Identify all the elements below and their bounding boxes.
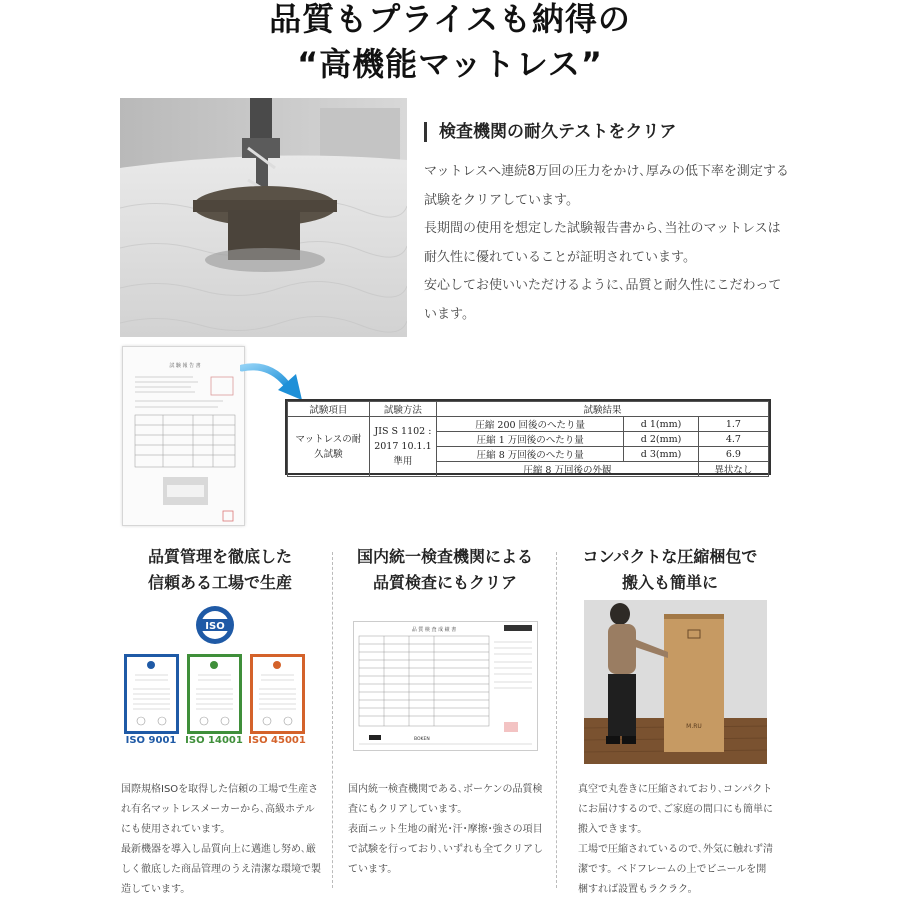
column-title-line: 国内統一検査機関による — [356, 547, 533, 566]
table-cell-label: 圧縮 200 回後のへたり量 — [437, 417, 624, 432]
column-paragraph: 国内統一検査機関である､ボーケンの品質検査にもクリアしています。 — [348, 784, 543, 815]
column-title-inspection — [345, 544, 545, 596]
table-header: 試験方法 — [369, 402, 436, 417]
table-cell-value: 6.9 — [698, 447, 768, 462]
durability-paragraph: マットレスへ連続8万回の圧力をかけ､厚みの低下率を測定する試験をクリアしています。 — [424, 164, 789, 208]
column-title-factory — [120, 544, 320, 596]
test-report-document — [122, 346, 245, 526]
iso-14001-certificate — [187, 654, 242, 734]
table-cell-value: 1.7 — [698, 417, 768, 432]
column-paragraph: 工場で圧縮されているので､外気に触れず清潔です。ベドフレームの上でビニールを開梱すれば設置もラクラク。 — [578, 844, 773, 895]
durability-paragraph: 安心してお使いいただけるように､品質と耐久性にこだわっています。 — [424, 278, 782, 322]
iso-9001-label: ISO 9001 — [125, 735, 177, 746]
table-cell-symbol: d 3(mm) — [624, 447, 698, 462]
durability-body — [424, 158, 789, 329]
inspection-report-document — [353, 621, 538, 751]
column-body-packaging — [578, 780, 776, 900]
table-cell-symbol: d 1(mm) — [624, 417, 698, 432]
column-divider — [556, 552, 557, 888]
test-results-table — [285, 399, 771, 475]
compressed-package-photo — [584, 600, 767, 764]
iso-45001-label: ISO 45001 — [248, 735, 306, 746]
durability-title: 検査機関の耐久テストをクリア — [424, 122, 676, 142]
iso-45001-certificate — [250, 654, 305, 734]
column-paragraph: 真空で丸巻きに圧縮されており､コンパクトにお届けするので､ご家庭の間口にも簡単に搬入できます。 — [578, 784, 773, 835]
headline-line1: 品質もプライスも納得の — [269, 0, 631, 38]
table-header: 試験項目 — [288, 402, 370, 417]
report-doc-title: 試 験 報 告 書 — [169, 363, 201, 369]
iso-logo-icon — [195, 605, 235, 645]
column-title-line: 品質検査にもクリア — [372, 573, 517, 592]
headline-line2: “高機能マットレス” — [297, 45, 603, 83]
table-cell-label: 圧縮 8 万回後のへたり量 — [437, 447, 624, 462]
iso-logo-text: ISO — [205, 621, 225, 632]
column-title-line: コンパクトな圧縮梱包で — [582, 547, 758, 566]
column-paragraph: 国際規格ISOを取得した信頼の工場で生産され有名マットレスメーカーから､高級ホテルにも使用されています。 — [121, 784, 319, 835]
table-cell-label: 圧縮 1 万回後のへたり量 — [437, 432, 624, 447]
box-label: M.RU — [686, 723, 702, 730]
inspection-doc-title: 品 質 検 査 成 績 書 — [411, 627, 457, 633]
table-cell-appearance-label: 圧縮 8 万回後の外観 — [437, 462, 699, 477]
durability-paragraph: 長期間の使用を想定した試験報告書から､当社のマットレスは耐久性に優れていることが証明されています。 — [424, 221, 781, 265]
column-title-line: 搬入も簡単に — [621, 573, 718, 592]
table-cell-value: 4.7 — [698, 432, 768, 447]
iso-14001-label: ISO 14001 — [185, 735, 243, 746]
table-cell-method: JIS S 1102 : 2017 10.1.1準用 — [369, 417, 436, 477]
column-title-line: 品質管理を徹底した — [147, 547, 292, 566]
column-paragraph: 表面ニット生地の耐光･汗･摩擦･強さの項目で試験を行っており､いずれも全てクリアしています。 — [348, 824, 543, 875]
column-title-line: 信頼ある工場で生産 — [147, 573, 292, 592]
column-paragraph: 最新機器を導入し品質向上に邁進し努め､厳しく徹底した商品管理のうえ清潔な環境で製造しています。 — [121, 844, 321, 895]
table-cell-symbol: d 2(mm) — [624, 432, 698, 447]
iso-9001-certificate — [124, 654, 179, 734]
table-header: 試験結果 — [437, 402, 769, 417]
durability-test-photo — [120, 98, 407, 337]
column-body-inspection — [348, 780, 548, 880]
table-cell-appearance-value: 異状なし — [698, 462, 768, 477]
column-body-factory — [121, 780, 321, 900]
inspection-doc-footer: BOKEN — [414, 737, 430, 742]
table-cell-item: マットレスの耐久試験 — [288, 417, 370, 477]
column-divider — [332, 552, 333, 888]
column-title-packaging — [570, 544, 770, 596]
